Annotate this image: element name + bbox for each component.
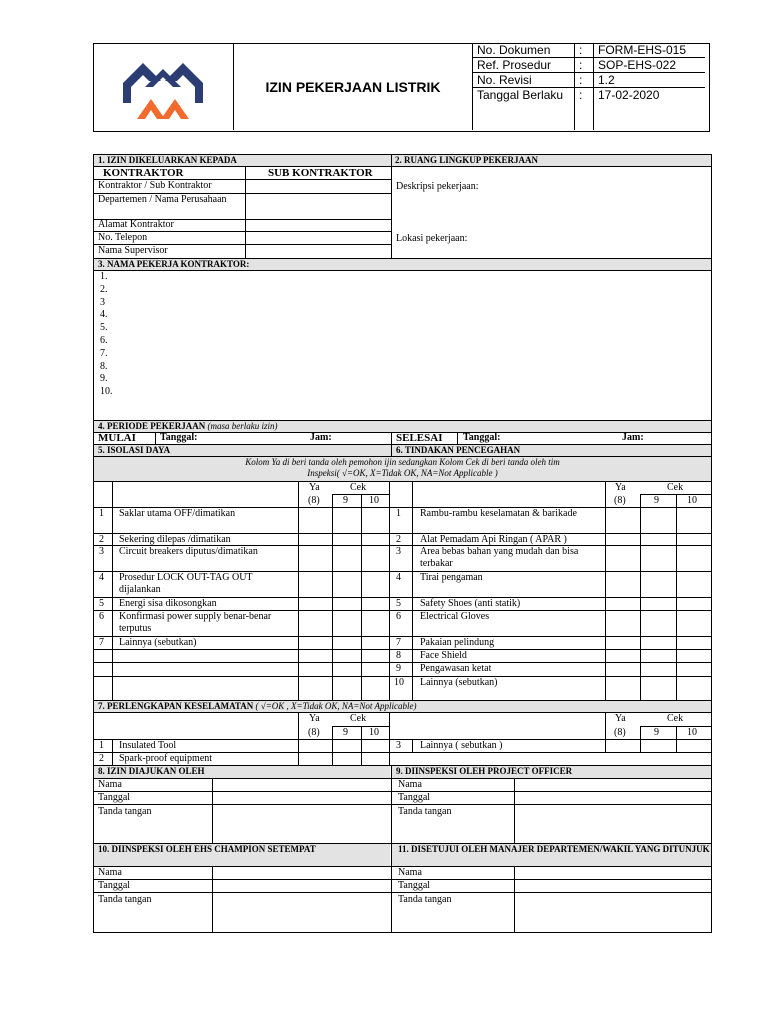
- s5-no: 2: [99, 534, 104, 545]
- meta-value: 1.2: [594, 73, 706, 88]
- s6-cek: Cek: [667, 482, 684, 493]
- s7-cek: Cek: [350, 713, 367, 724]
- s5-item: Konfirmasi power supply benar-benar terputus: [119, 611, 272, 634]
- section-7-legend: ( √=OK , X=Tidak OK, NA=Not Applicable): [255, 701, 417, 711]
- s6-item: Lainnya (sebutkan): [420, 677, 498, 688]
- s6-no: 3: [396, 546, 401, 557]
- s11-tanda: Tanda tangan: [398, 894, 452, 905]
- section-8-title: 8. IZIN DIAJUKAN OLEH: [94, 766, 390, 778]
- meta-label: No. Revisi: [473, 73, 575, 88]
- row-departemen: Departemen / Nama Perusahaan: [98, 194, 227, 205]
- mulai-tanggal: Tanggal:: [160, 432, 198, 443]
- section-4-label: 4. PERIODE PEKERJAAN: [98, 421, 206, 431]
- s6-no: 6: [396, 611, 401, 622]
- note-line-1: Kolom Ya di beri tanda oleh pemohon ijin sedangkan Kolom Cek di beri tanda oleh tim: [245, 457, 560, 467]
- s7-item: Insulated Tool: [119, 740, 177, 751]
- row-telepon: No. Telepon: [98, 232, 148, 243]
- s5-item: Energi sisa dikosongkan: [119, 598, 217, 609]
- company-logo: [93, 43, 234, 130]
- s6-item: Area bebas bahan yang mudah dan bisa terbakar: [420, 546, 579, 569]
- worker-item: 10.: [100, 386, 113, 398]
- s5-item: Circuit breakers diputus/dimatikan: [119, 546, 258, 557]
- s6-item: Safety Shoes (anti statik): [420, 598, 521, 609]
- s6-item: Pakaian pelindung: [420, 637, 495, 648]
- logo-mark: [93, 43, 233, 130]
- s6-item: Pengawasan ketat: [420, 663, 492, 674]
- s5-no: 1: [99, 508, 104, 519]
- worker-item: 8.: [100, 360, 108, 372]
- section-11-title: 11. DISETUJUI OLEH MANAJER DEPARTEMEN/WAKIL YANG DITUNJUK: [392, 844, 711, 866]
- mulai-label: MULAI: [98, 432, 136, 444]
- meta-label: Tanggal Berlaku: [473, 88, 575, 130]
- s5-ya: Ya: [309, 482, 320, 493]
- meta-value: 17-02-2020: [594, 88, 706, 130]
- row-alamat: Alamat Kontraktor: [98, 219, 174, 230]
- worker-item: 7.: [100, 347, 108, 359]
- form-title: IZIN PEKERJAAN LISTRIK: [234, 43, 473, 130]
- s5-col-10: 10: [369, 495, 379, 506]
- selesai-jam: Jam:: [622, 432, 644, 443]
- s10-tanggal: Tanggal: [98, 880, 131, 891]
- s6-col-10: 10: [687, 495, 697, 506]
- section-1-title: 1. IZIN DIKELUARKAN KEPADA: [94, 155, 391, 166]
- s7-no: 2: [99, 753, 104, 764]
- s7-ya: Ya: [309, 713, 320, 724]
- s6-item: Electrical Gloves: [420, 611, 490, 622]
- row-kontraktor: Kontraktor / Sub Kontraktor: [98, 180, 212, 191]
- s6-no: 9: [396, 663, 401, 674]
- worker-item: 6.: [100, 334, 108, 346]
- s6-no: 5: [396, 598, 401, 609]
- s7r-cek: Cek: [667, 713, 684, 724]
- instruction-note: [94, 457, 711, 481]
- meta-sep: :: [575, 88, 594, 130]
- note-line-2: Inspeksi( √=OK, X=Tidak OK, NA=Not Applicable ): [307, 468, 498, 478]
- s5-no: 5: [99, 598, 104, 609]
- s6-no: 10: [394, 677, 404, 688]
- s5-no: 3: [99, 546, 104, 557]
- s7-item: Spark-proof equipment: [119, 753, 213, 764]
- s7r-ya-sub: (8): [614, 727, 626, 738]
- s10-tanda: Tanda tangan: [98, 894, 152, 905]
- s6-no: 2: [396, 534, 401, 545]
- s10-nama: Nama: [98, 867, 122, 878]
- s7-col-9: 9: [343, 727, 348, 738]
- document-meta: [472, 43, 705, 130]
- deskripsi-label: Deskripsi pekerjaan:: [396, 181, 479, 192]
- s6-col-9: 9: [654, 495, 659, 506]
- s11-tanggal: Tanggal: [398, 880, 431, 891]
- meta-sep: :: [575, 73, 594, 88]
- col-kontraktor: KONTRAKTOR: [103, 167, 184, 179]
- s5-item: Saklar utama OFF/dimatikan: [119, 508, 236, 519]
- s9-tanda: Tanda tangan: [398, 806, 452, 817]
- s9-tanggal: Tanggal: [398, 792, 431, 803]
- meta-label: No. Dokumen: [473, 43, 575, 58]
- worker-item: 3: [100, 296, 105, 308]
- meta-value: FORM-EHS-015: [594, 43, 706, 58]
- lokasi-label: Lokasi pekerjaan:: [396, 233, 468, 244]
- s6-item: Rambu-rambu keselamatan & barikade: [420, 508, 577, 519]
- col-sub-kontraktor: SUB KONTRAKTOR: [268, 167, 373, 179]
- s11-nama: Nama: [398, 867, 422, 878]
- s7r-ya: Ya: [615, 713, 626, 724]
- section-7-label: 7. PERLENGKAPAN KESELAMATAN: [98, 701, 254, 711]
- meta-value: SOP-EHS-022: [594, 58, 706, 73]
- s6-no: 4: [396, 572, 401, 583]
- section-7-title: [94, 701, 711, 712]
- s9-nama: Nama: [398, 779, 422, 790]
- section-3-title: 3. NAMA PEKERJA KONTRAKTOR:: [94, 259, 711, 270]
- s7r-col-10: 10: [687, 727, 697, 738]
- s7-no: 1: [99, 740, 104, 751]
- worker-list: [100, 271, 113, 399]
- s7-col-10: 10: [369, 727, 379, 738]
- s5-no: 6: [99, 611, 104, 622]
- worker-item: 1.: [100, 271, 108, 282]
- s5-col-9: 9: [343, 495, 348, 506]
- s5-item: Prosedur LOCK OUT-TAG OUT dijalankan: [119, 572, 253, 595]
- s6-item: Face Shield: [420, 650, 467, 661]
- selesai-label: SELESAI: [396, 432, 443, 444]
- s6-ya: Ya: [615, 482, 626, 493]
- s6-no: 7: [396, 637, 401, 648]
- worker-item: 5.: [100, 322, 108, 334]
- s5-item: Sekering dilepas /dimatikan: [119, 534, 231, 545]
- s6-item: Tirai pengaman: [420, 572, 483, 583]
- s6-item: Alat Pemadam Api Ringan ( APAR ): [420, 534, 567, 545]
- s8-tanda: Tanda tangan: [98, 806, 152, 817]
- worker-item: 4.: [100, 309, 108, 321]
- s5-no: 7: [99, 637, 104, 648]
- s8-tanggal: Tanggal: [98, 792, 131, 803]
- meta-sep: :: [575, 43, 594, 58]
- section-5-title: 5. ISOLASI DAYA: [94, 445, 391, 456]
- s5-ya-sub: (8): [308, 495, 320, 506]
- s5-cek: Cek: [350, 482, 367, 493]
- s8-nama: Nama: [98, 779, 122, 790]
- section-6-title: 6. TINDAKAN PENCEGAHAN: [392, 445, 711, 456]
- section-9-title: 9. DIINSPEKSI OLEH PROJECT OFFICER: [392, 766, 711, 778]
- section-10-title: 10. DIINSPEKSI OLEH EHS CHAMPION SETEMPAT: [94, 844, 390, 866]
- meta-sep: :: [575, 58, 594, 73]
- s7-ya-sub: (8): [308, 727, 320, 738]
- worker-item: 2.: [100, 283, 108, 295]
- row-supervisor: Nama Supervisor: [98, 245, 168, 256]
- s7-no: 3: [396, 740, 401, 751]
- section-4-subtitle: (masa berlaku izin): [207, 421, 278, 431]
- s7-item: Lainnya ( sebutkan ): [420, 740, 503, 751]
- s6-ya-sub: (8): [614, 495, 626, 506]
- selesai-tanggal: Tanggal:: [463, 432, 501, 443]
- section-2-title: 2. RUANG LINGKUP PEKERJAAN: [391, 155, 711, 166]
- s5-item: Lainnya (sebutkan): [119, 637, 197, 648]
- section-4-title: [94, 421, 711, 432]
- worker-item: 9.: [100, 373, 108, 385]
- s6-no: 1: [396, 508, 401, 519]
- s5-no: 4: [99, 572, 104, 583]
- meta-label: Ref. Prosedur: [473, 58, 575, 73]
- mulai-jam: Jam:: [310, 432, 332, 443]
- s6-no: 8: [396, 650, 401, 661]
- s7r-col-9: 9: [654, 727, 659, 738]
